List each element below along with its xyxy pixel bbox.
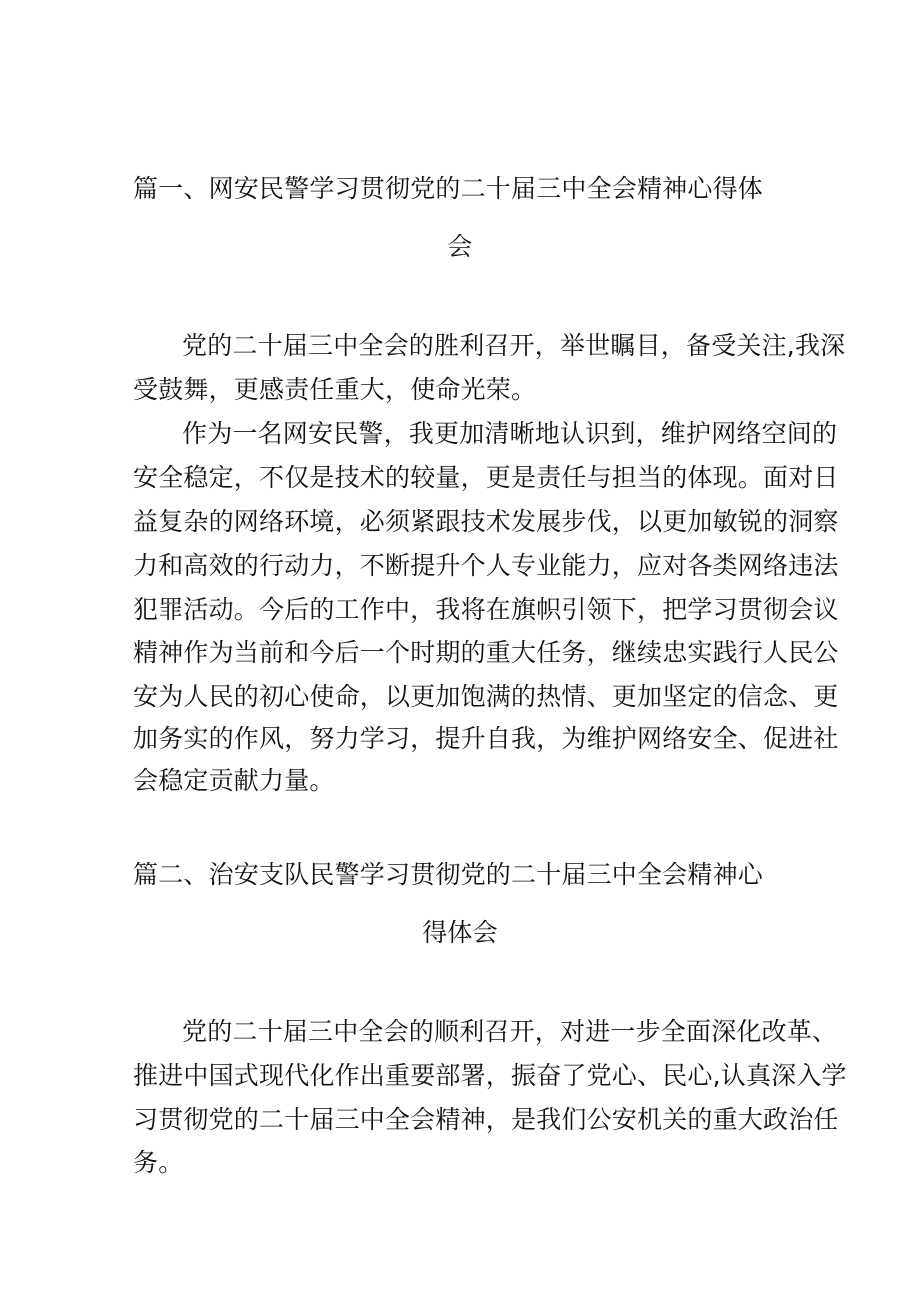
paragraph-line: 会稳定贡献力量。	[133, 766, 335, 795]
paragraph-line: 加务实的作风，努力学习，提升自我，为维护网络安全、促进社	[133, 724, 839, 753]
paragraph-line: 犯罪活动。今后的工作中，我将在旗帜引领下，把学习贯彻会议	[133, 595, 839, 624]
paragraph-line: 习贯彻党的二十届三中全会精神，是我们公安机关的重大政治任	[133, 1105, 839, 1134]
section1-title-line2: 会	[447, 232, 473, 261]
paragraph-line: 安全稳定，不仅是技术的较量，更是责任与担当的体现。面对日	[133, 463, 839, 492]
paragraph-line: 推进中国式现代化作出重要部署，振奋了党心、民心,认真深入学	[133, 1061, 847, 1090]
paragraph-line: 力和高效的行动力，不断提升个人专业能力，应对各类网络违法	[133, 551, 839, 580]
section1-title-line1: 篇一、网安民警学习贯彻党的二十届三中全会精神心得体	[133, 174, 764, 203]
paragraph-line: 党的二十届三中全会的顺利召开，对进一步全面深化改革、	[182, 1017, 838, 1046]
paragraph-line: 务。	[133, 1148, 184, 1177]
section2-title-line2: 得体会	[422, 918, 498, 947]
section2-title-line1: 篇二、治安支队民警学习贯彻党的二十届三中全会精神心	[133, 860, 764, 889]
paragraph-line: 受鼓舞，更感责任重大，使命光荣。	[133, 375, 537, 404]
paragraph-line: 精神作为当前和今后一个时期的重大任务，继续忠实践行人民公	[133, 638, 839, 667]
paragraph-line: 安为人民的初心使命，以更加饱满的热情、更加坚定的信念、更	[133, 682, 839, 711]
paragraph-line: 党的二十届三中全会的胜利召开，举世瞩目，备受关注,我深	[182, 331, 846, 360]
paragraph-line: 作为一名网安民警，我更加清晰地认识到，维护网络空间的	[182, 419, 838, 448]
paragraph-line: 益复杂的网络环境，必须紧跟技术发展步伐，以更加敏锐的洞察	[133, 507, 839, 536]
